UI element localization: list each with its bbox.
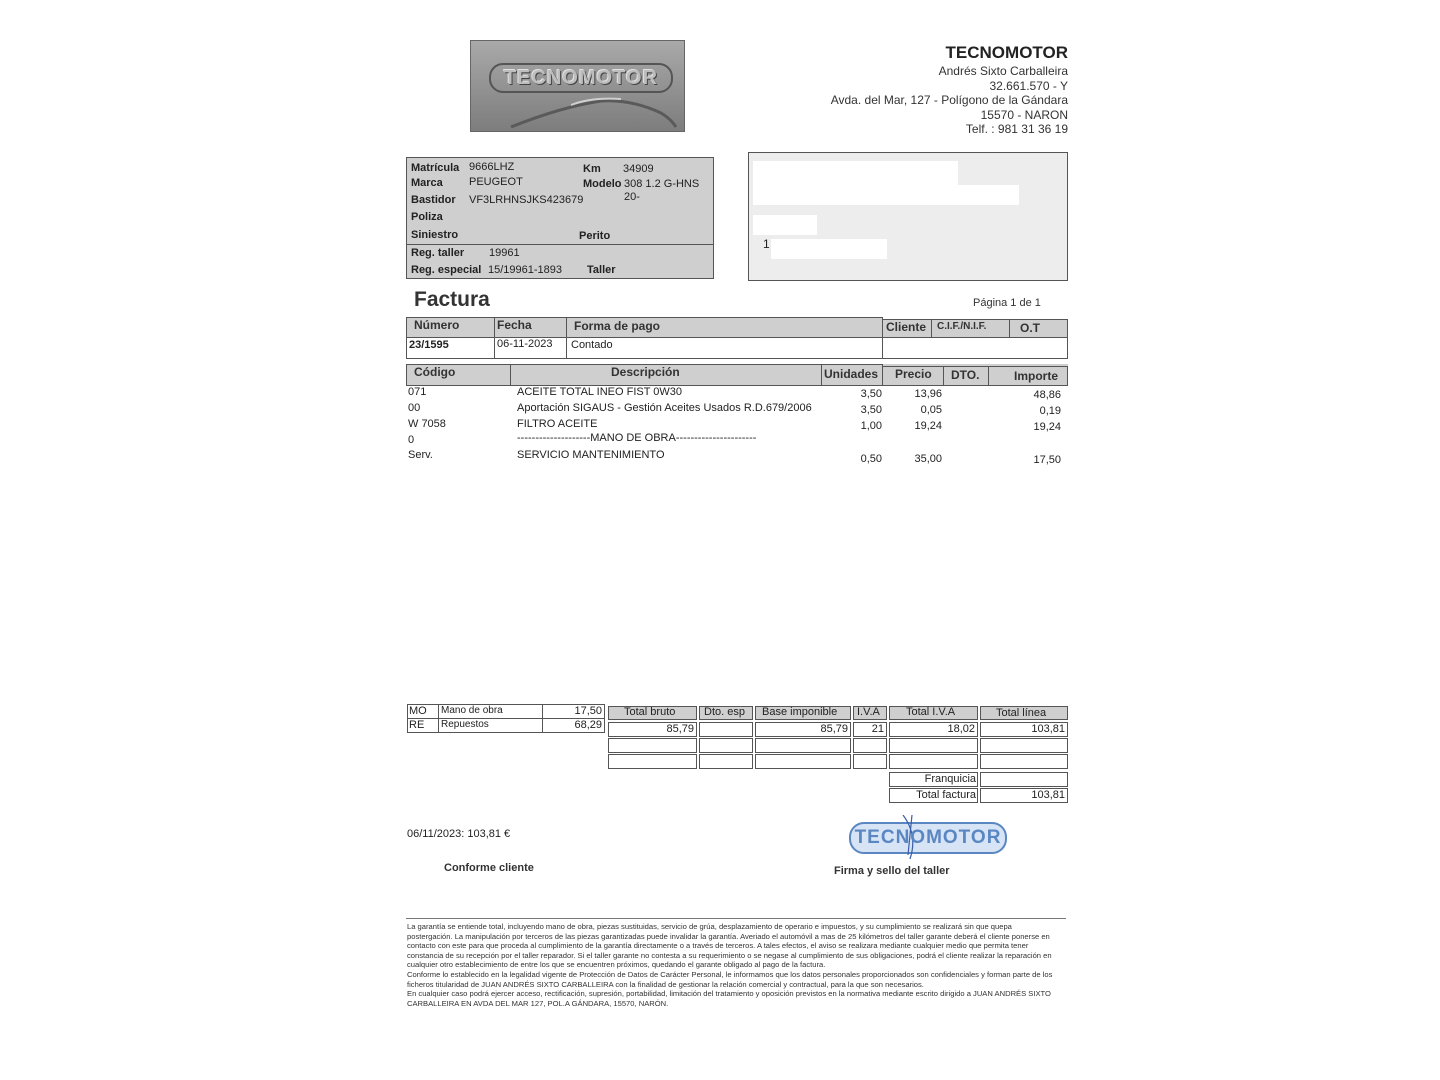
redaction-block [753, 185, 1019, 205]
company-info [831, 42, 1068, 137]
item-amount: 19,24 [1033, 421, 1061, 433]
item-units: 3,50 [860, 388, 882, 400]
item-description: ACEITE TOTAL INEO FIST 0W30 [517, 386, 683, 398]
invoice-number: 23/1595 [409, 339, 449, 351]
item-amount: 0,19 [1039, 405, 1061, 417]
re-code: RE [409, 719, 425, 731]
item-price: 19,24 [914, 420, 942, 432]
item-code: 0 [408, 434, 415, 446]
codigo-header: Código [414, 365, 456, 379]
reg-taller-value: 19961 [489, 247, 520, 259]
precio-header: Precio [895, 367, 932, 381]
item-price: 13,96 [914, 388, 942, 400]
total-bruto-header: Total bruto [624, 706, 676, 718]
bastidor-value: VF3LRHNSJKS423679 [469, 194, 584, 206]
client-info-box [748, 152, 1068, 281]
mo-code: MO [409, 705, 427, 717]
modelo-extra: 20- [624, 191, 640, 203]
company-address: Avda. del Mar, 127 - Polígono de la Gándara [830, 93, 1068, 107]
cliente-header: Cliente [886, 320, 927, 334]
company-stamp [848, 815, 1008, 861]
taller-label: Taller [587, 264, 616, 276]
matricula-label: Matrícula [411, 162, 460, 174]
redaction-block [753, 161, 958, 187]
company-nif: 32.661.570 - Y [989, 78, 1068, 93]
poliza-label: Poliza [411, 211, 443, 223]
logo-wordmark: TECNOMOTOR [489, 63, 673, 93]
firma-sello-label: Firma y sello del taller [834, 865, 950, 877]
company-owner: Andrés Sixto Carballeira [938, 64, 1068, 78]
legal-paragraph-warranty: La garantía se entiende total, incluyendo mano de obra, piezas sustituidas, servicio de grúa, desplazamiento de operario e impuestos, y su cumplimiento se realizará sin que quepa postergación. La manipulación por terceros de las piezas garantizadas puede invalidar la garantía. Averiado el automóvil a mas de 25 kilómetros del taller garante deberá el cliente ponerse en contacto con este para que proceda al cumplimiento de la garantía directamente o a través de terceros. A tales efectos, el aviso se realizara mediante cualquier medio que permita tener constancia de su recepción por el taller reparador. Si el taller garante no contesta a su requerimiento o se negase al cumplimiento de sus obligaciones, podrá el cliente realizar la reparación en cualquier otro establecimiento de entre los que se encuentren próximos, quedando el garante obligado al pago de la factura. [407, 922, 1052, 970]
iva-value: 21 [871, 723, 884, 735]
item-description: Aportación SIGAUS - Gestión Aceites Usados R.D.679/2006 [517, 402, 812, 414]
page-indicator: Página 1 de 1 [973, 297, 1041, 309]
dto-esp-header: Dto. esp [704, 706, 745, 718]
modelo-value: 308 1.2 G-HNS [624, 178, 700, 190]
legal-paragraph-rights: En cualquier caso podrá ejercer acceso, rectificación, supresión, portabilidad, limitación del tratamiento y oposición previstos en la normativa mediante escrito dirigido a JUAN ANDRÉS SIXTO CARBALLEIRA EN AVDA DEL MAR 127, POL.A GÁNDARA, 15570, NARÓN. [407, 989, 1051, 1008]
legal-paragraph-data-protection: Conforme lo establecido en la legalidad vigente de Protección de Datos de Carácter Personal, le informamos que los datos personales proporcionados son confidenciales y forman parte de los ficheros titularidad de JUAN ANDRÉS SIXTO CARBALLEIRA con la finalidad de gestionar la relación comercial y contractual, para la que son necesarios. [407, 969, 1053, 989]
total-linea-header: Total línea [996, 707, 1047, 719]
fecha-header: Fecha [497, 318, 532, 332]
importe-header: Importe [1014, 369, 1059, 383]
payment-method: Contado [571, 339, 613, 351]
stamp-wordmark: TECNOMOTOR [854, 827, 1002, 848]
legal-text [407, 922, 1057, 1008]
item-amount: 48,86 [1033, 389, 1061, 401]
re-label: Repuestos [441, 719, 489, 730]
item-amount: 17,50 [1033, 454, 1061, 466]
item-units: 3,50 [860, 404, 882, 416]
ot-header: O.T [1020, 321, 1040, 335]
item-description: --------------------MANO DE OBRA---------------------- [517, 432, 757, 444]
conforme-cliente-label: Conforme cliente [444, 862, 534, 874]
numero-header: Número [414, 318, 460, 332]
item-price: 35,00 [914, 453, 942, 465]
total-factura-value: 103,81 [1031, 789, 1065, 801]
payment-note: 06/11/2023: 103,81 € [407, 828, 511, 840]
item-code: W 7058 [408, 418, 446, 430]
reg-especial-label: Reg. especial [411, 264, 482, 276]
reg-taller-label: Reg. taller [411, 247, 465, 259]
table-row [406, 386, 1068, 402]
dto-header: DTO. [951, 368, 980, 382]
table-row [406, 402, 1068, 418]
labor-parts-summary [407, 704, 605, 733]
item-description: FILTRO ACEITE [517, 418, 598, 430]
descripcion-header: Descripción [611, 365, 680, 379]
mo-value: 17,50 [574, 705, 602, 717]
table-row [406, 450, 1068, 466]
footer-divider [406, 918, 1066, 919]
modelo-label: Modelo [583, 178, 622, 190]
bastidor-label: Bastidor [411, 194, 456, 206]
table-row [406, 434, 1068, 450]
unidades-header: Unidades [824, 367, 879, 381]
redaction-block [771, 239, 887, 259]
item-code: 00 [408, 402, 421, 414]
total-factura-label: Total factura [916, 789, 976, 801]
redaction-block [753, 215, 817, 235]
company-logo [470, 40, 685, 132]
base-imponible-value: 85,79 [820, 723, 848, 735]
base-imponible-header: Base imponible [762, 706, 838, 718]
mo-label: Mano de obra [441, 705, 503, 716]
marca-label: Marca [411, 177, 443, 189]
cif-header: C.I.F./N.I.F. [937, 321, 987, 332]
totals-grid [608, 706, 1068, 804]
lines-header [406, 364, 1068, 386]
item-code: Serv. [408, 449, 433, 461]
item-units: 0,50 [860, 453, 882, 465]
total-iva-value: 18,02 [947, 723, 975, 735]
km-value: 34909 [623, 163, 654, 175]
reg-especial-value: 15/19961-1893 [488, 264, 563, 276]
forma-pago-header: Forma de pago [574, 319, 661, 333]
total-bruto-value: 85,79 [666, 723, 694, 735]
company-name: TECNOMOTOR [945, 43, 1068, 62]
total-linea-value: 103,81 [1031, 723, 1065, 735]
client-partial-text: 1 [763, 237, 770, 251]
invoice-title: Factura [414, 288, 490, 311]
siniestro-label: Siniestro [411, 229, 459, 241]
invoice-header-table [406, 317, 1068, 359]
item-units: 1,00 [860, 420, 882, 432]
vehicle-info-box [406, 157, 714, 279]
item-code: 071 [408, 386, 427, 398]
total-iva-header: Total I.V.A [906, 706, 956, 718]
line-items [406, 386, 1068, 476]
company-city: 15570 - NARON [980, 107, 1068, 122]
km-label: Km [583, 163, 601, 175]
iva-header: I.V.A [857, 706, 880, 718]
item-price: 0,05 [920, 404, 942, 416]
invoice-date: 06-11-2023 [497, 338, 553, 350]
perito-label: Perito [579, 230, 611, 242]
marca-value: PEUGEOT [469, 176, 523, 188]
item-description: SERVICIO MANTENIMIENTO [517, 449, 665, 461]
company-phone: Telf. : 981 31 36 19 [965, 122, 1068, 136]
re-value: 68,29 [574, 719, 602, 731]
franquicia-label: Franquicia [924, 773, 976, 785]
matricula-value: 9666LHZ [469, 161, 515, 173]
